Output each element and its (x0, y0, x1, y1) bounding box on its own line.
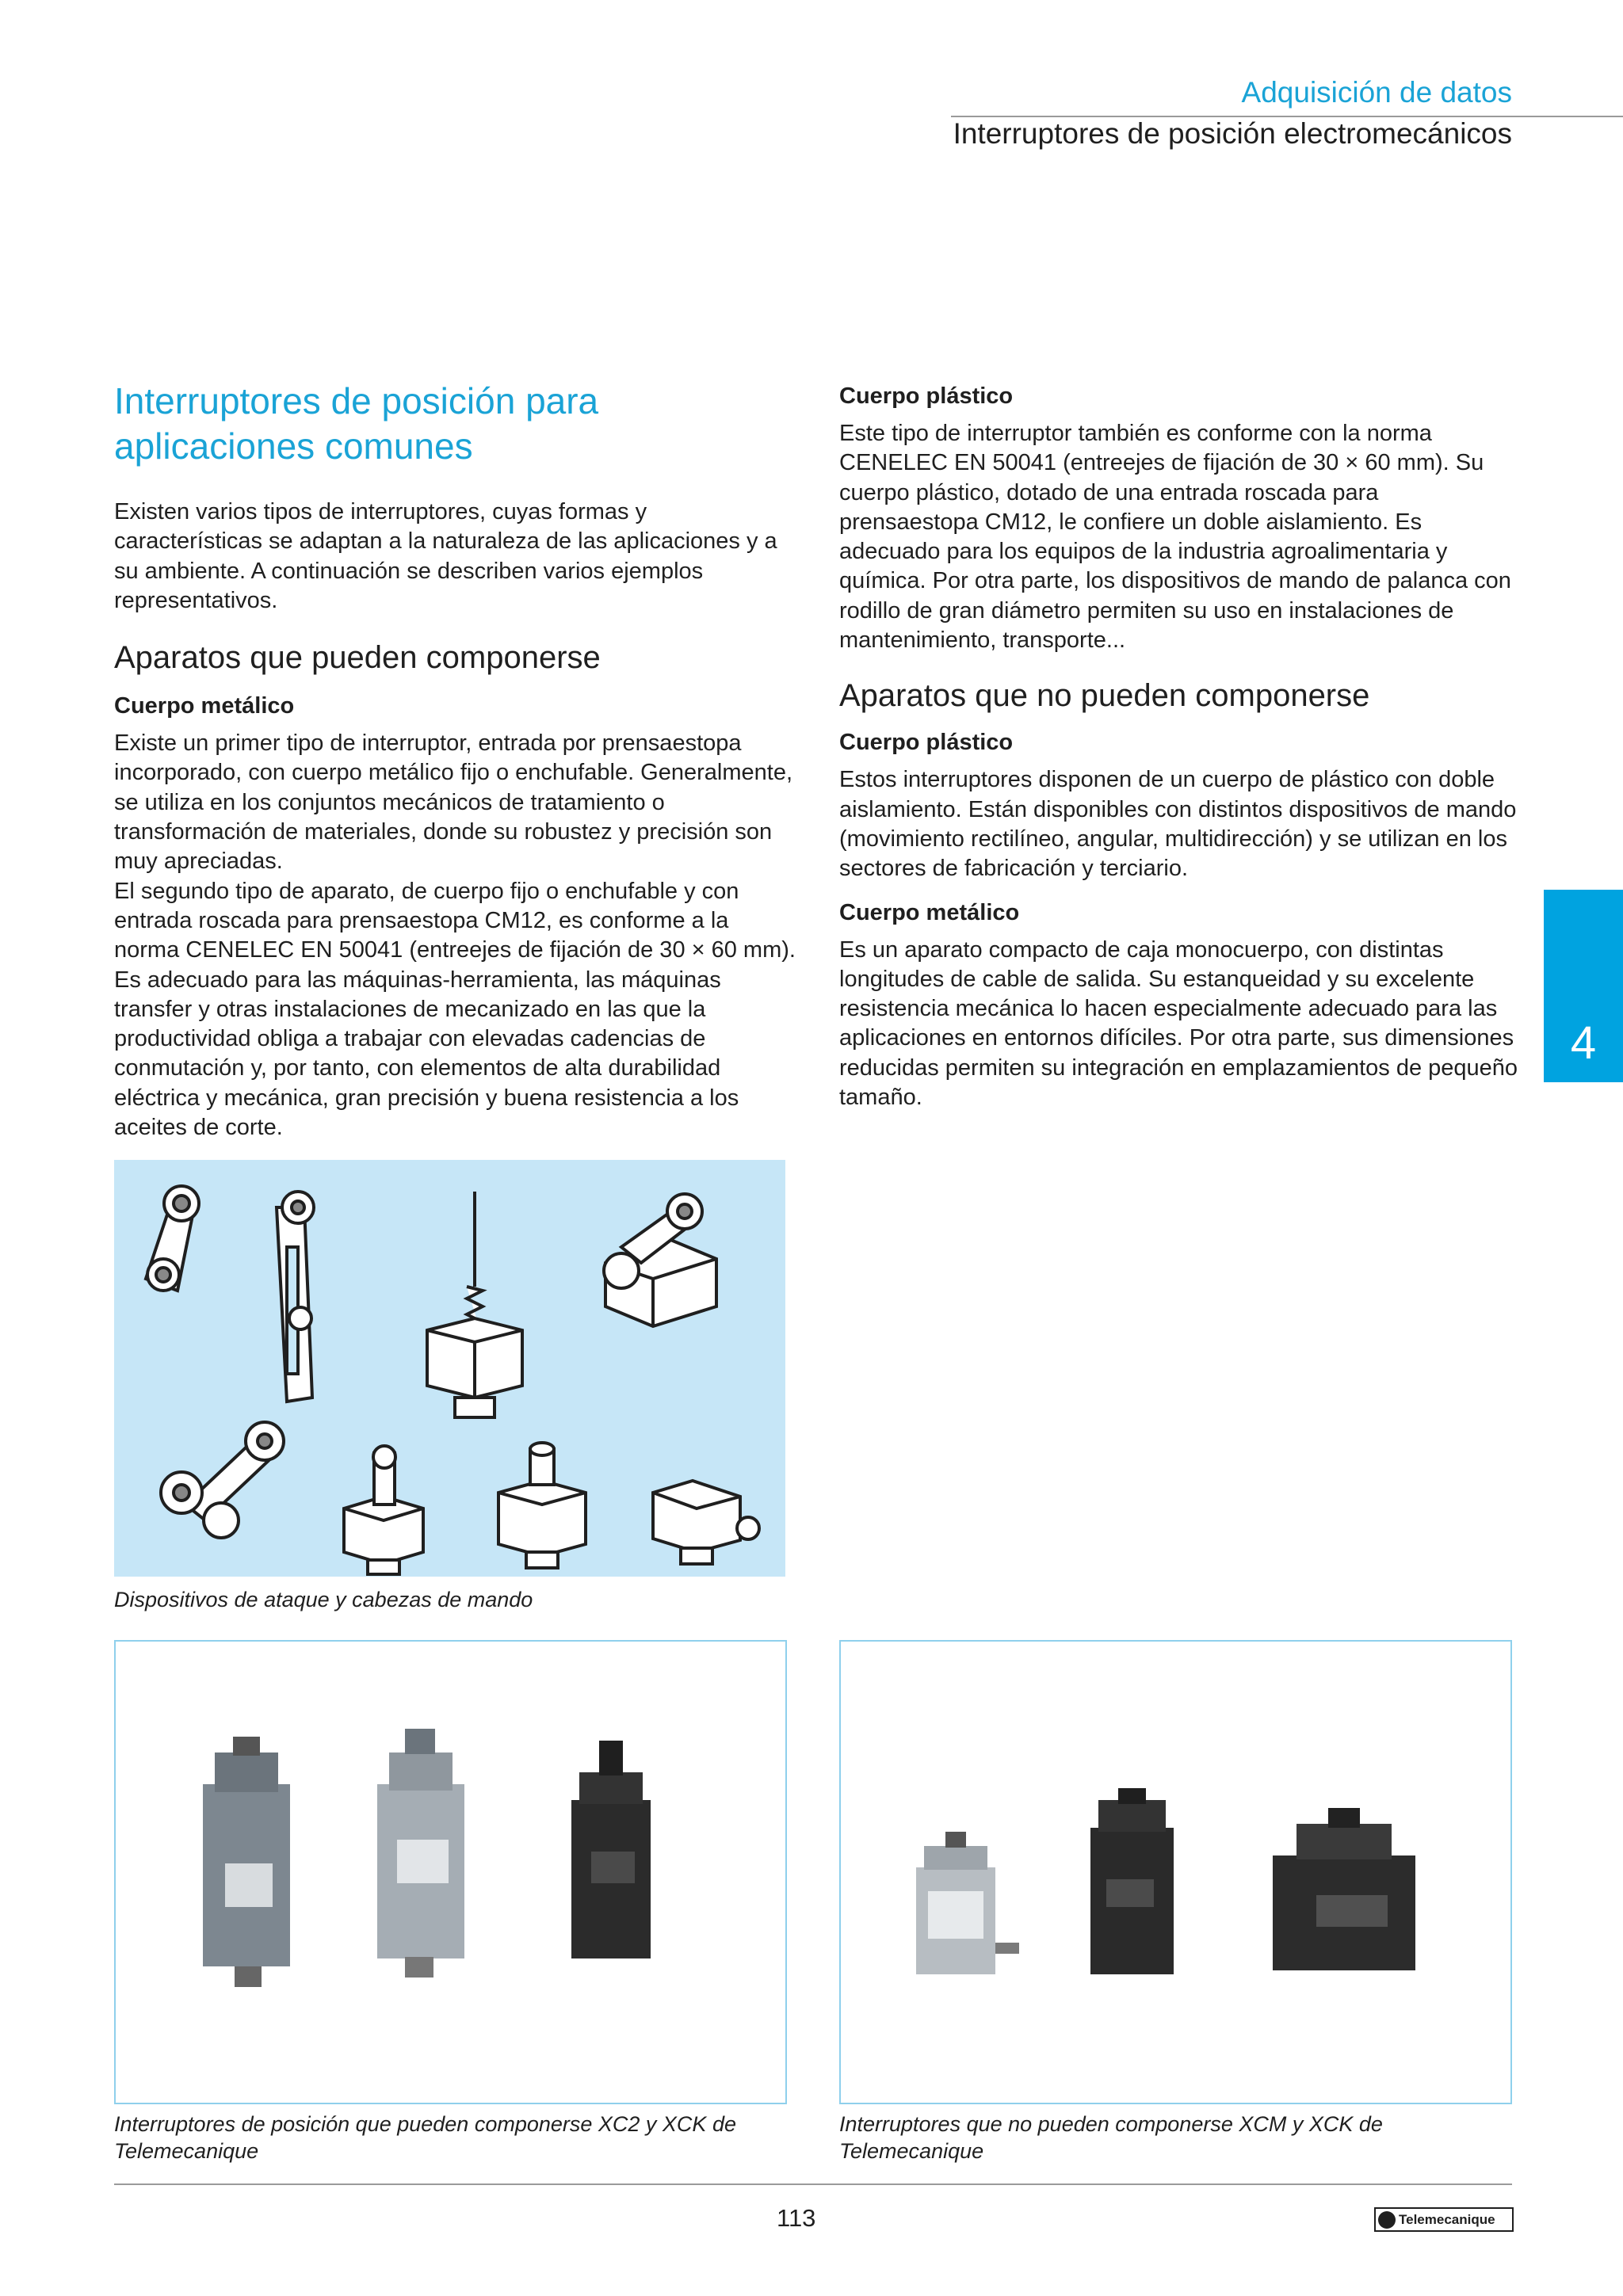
plunger-head (498, 1443, 586, 1568)
actuator-heads-illustration (114, 1160, 785, 1577)
section-heading-composable: Aparatos que pueden componerse (114, 640, 601, 676)
composable-switches-photo (116, 1642, 785, 2103)
right-column (839, 382, 1521, 1112)
subheading-metal-body-2: Cuerpo metálico (839, 899, 1020, 925)
figure-composable-switches (114, 1640, 787, 2104)
page-title: Interruptores de posición para aplicaciones comunes (114, 380, 599, 467)
section-subtitle: Interruptores de posición electromecánicos (953, 117, 1512, 150)
telemecanique-logo (1374, 2207, 1514, 2232)
xck-dark-switch (1090, 1788, 1174, 1974)
brand-mark-icon (1378, 2211, 1396, 2229)
caption-figure-3: Interruptores que no pueden componerse XCM y XCK de Telemecanique (839, 2112, 1383, 2163)
paragraph-metal-body-2: El segundo tipo de aparato, de cuerpo fijo o enchufable y con entrada roscada para prensaestopa CM12, es conforme a la norma CENELEC EN 50041 (entreejes de fijación de 30 × 60 mm). Es adecuado para las máquinas-herramienta, las máquinas transfer y otras instalaciones de mecanizado en las que la productividad obliga a trabajar con elevadas cadencias de conmutación y, por tanto, con elementos de alta durabilidad eléctrica y mecánica, gran precisión y buena resistencia a los aceites de corte. (114, 878, 796, 1141)
roller-plunger-head (344, 1446, 423, 1574)
spring-rod-head (427, 1192, 522, 1417)
figure-non-composable-switches (839, 1640, 1512, 2104)
chapter-tab (1544, 890, 1623, 1082)
adjustable-rod-lever (277, 1192, 314, 1402)
section-category: Adquisición de datos (1241, 76, 1512, 109)
caption-figure-2: Interruptores de posición que pueden componerse XC2 y XCK de Telemecanique (114, 2112, 736, 2163)
xc2-metal-switch (203, 1737, 290, 1987)
page-number: 113 (777, 2204, 816, 2232)
intro-paragraph: Existen varios tipos de interruptores, cuyas formas y características se adaptan a la naturaleza de las aplicaciones y a su ambiente. A continuación se describen varios ejemplos representativos. (114, 499, 777, 613)
logo-text: Telemecanique (1399, 2211, 1495, 2227)
subheading-plastic-body: Cuerpo plástico (839, 383, 1014, 409)
paragraph-plastic-body-2: Estos interruptores disponen de un cuerpo de plástico con doble aislamiento. Están disponibles con distintos dispositivos de mando (movimiento rectilíneo, angular, multidirección) y se utilizan en los sectores de fabricación y terciario. (839, 767, 1517, 882)
xcm-compact-switch (916, 1832, 1019, 1974)
chapter-number: 4 (1570, 1017, 1597, 1069)
xck-multi-head-switch (1273, 1808, 1415, 1970)
section-heading-non-composable: Aparatos que no pueden componerse (839, 678, 1370, 714)
roller-lever-arm (146, 1186, 199, 1291)
left-column (114, 379, 796, 1142)
caption-figure-1: Dispositivos de ataque y cabezas de mando (114, 1588, 533, 1611)
subheading-metal-body: Cuerpo metálico (114, 693, 295, 719)
paragraph-metal-body-3: Es un aparato compacto de caja monocuerpo, con distintas longitudes de cable de salida. Su estanqueidad y su excelente resistencia mecánica lo hacen especialmente adecuado para las aplicaciones en entornos difíciles. Por otra parte, sus dimensiones reducidas permiten su integración en emplazamientos de pequeño tamaño. (839, 936, 1518, 1111)
xck-plastic-switch (571, 1741, 651, 1958)
footer-rule (114, 2183, 1512, 2185)
side-plunger-head (653, 1481, 759, 1564)
subheading-plastic-body-2: Cuerpo plástico (839, 730, 1014, 756)
xck-metal-switch (377, 1729, 464, 1978)
non-composable-switches-photo (841, 1642, 1510, 2103)
figure-actuator-heads (114, 1160, 785, 1577)
double-roller-lever (161, 1422, 284, 1538)
paragraph-plastic-body: Este tipo de interruptor también es conforme con la norma CENELEC EN 50041 (entreejes de fijación de 30 × 60 mm). Su cuerpo plástico, dotado de una entrada roscada para prensaestopa CM12, le confiere un doble aislamiento. Es adecuado para los equipos de la industria agroalimentaria y química. Por otra parte, los dispositivos de mando de palanca con rodillo de gran diámetro permiten su uso en instalaciones de mantenimiento, transporte... (839, 421, 1511, 654)
rotary-roller-head (604, 1194, 716, 1326)
paragraph-metal-body-1: Existe un primer tipo de interruptor, entrada por prensaestopa incorporado, con cuerpo metálico fijo o enchufable. Generalmente, se utiliza en los conjuntos mecánicos de tratamiento o transformación de materiales, donde su robustez y precisión son muy apreciadas. (114, 730, 793, 875)
